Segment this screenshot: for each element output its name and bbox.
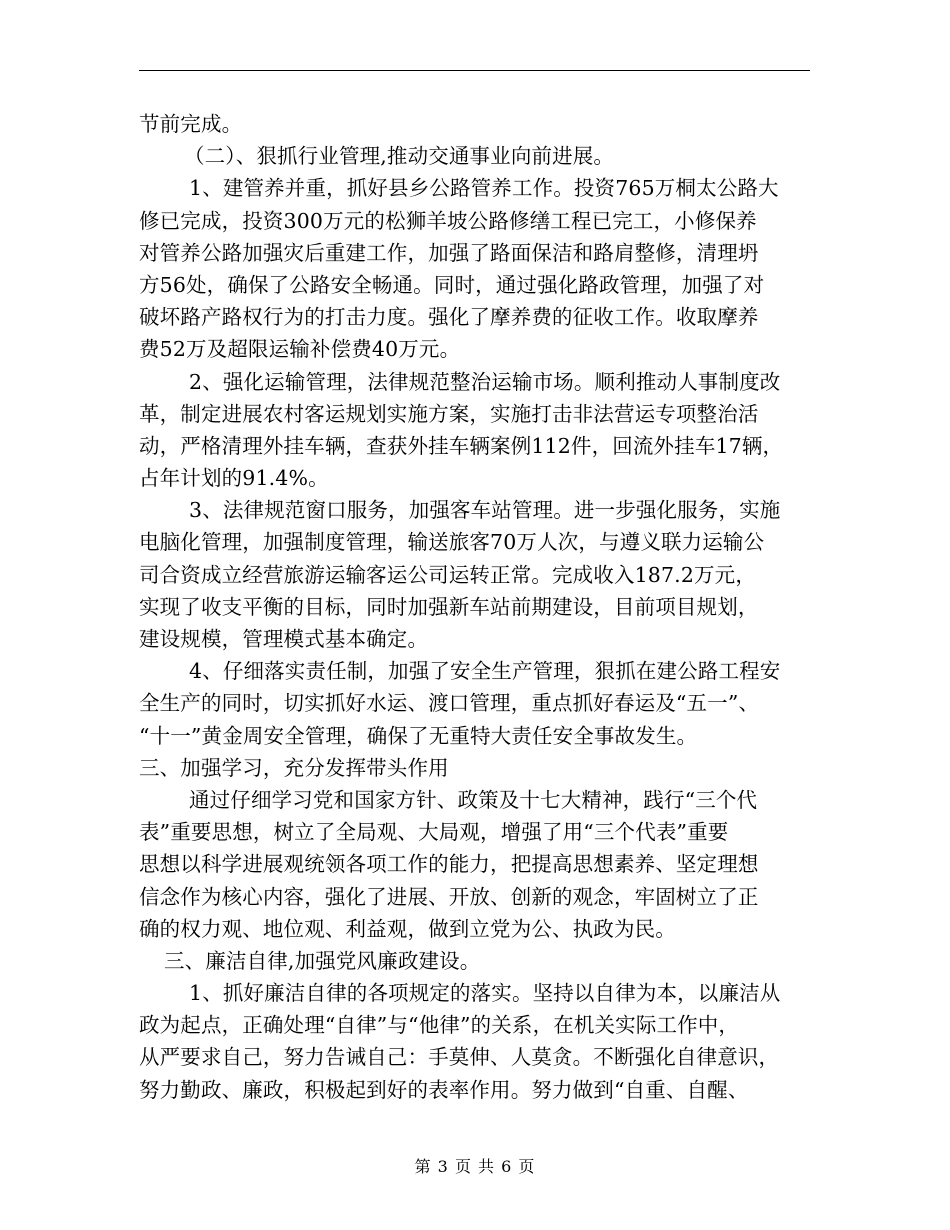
paragraph-line: 司合资成立经营旅游运输客运公司运转正常。完成收入187.2万元， [139, 562, 756, 587]
paragraph-line: 费52万及超限运输补偿费40万元。 [139, 337, 461, 362]
paragraph-line: 动，严格清理外挂车辆，查获外挂车辆案例112件，回流外挂车17辆， [139, 433, 784, 458]
paragraph-line: 1、建管养并重，抓好县乡公路管养工作。投资765万桐太公路大 [189, 176, 779, 201]
paragraph-line: 全生产的同时，切实抓好水运、渡口管理，重点抓好春运及“五一”、 [139, 691, 760, 716]
paragraph-line: “十一”黄金周安全管理，确保了无重特大责任安全事故发生。 [139, 723, 698, 748]
paragraph-line: 建设规模，管理模式基本确定。 [139, 627, 429, 651]
paragraph-line: 修已完成，投资300万元的松狮羊坡公路修缮工程已完工，小修保养 [139, 208, 757, 233]
section-heading: 三、廉洁自律,加强党风廉政建设。 [164, 948, 481, 973]
paragraph-line: 革，制定进展农村客运规划实施方案，实施打击非法营运专项整治活 [139, 401, 759, 426]
header-rule [139, 70, 810, 71]
section-heading: 三、加强学习，充分发挥带头作用 [139, 755, 449, 780]
paragraph-line: 占年计划的91.4%。 [139, 466, 329, 491]
paragraph-line: 节前完成。 [139, 112, 243, 136]
paragraph-line: 破坏路产路权行为的打击力度。强化了摩养费的征收工作。收取摩养 [139, 305, 759, 330]
paragraph-line: 政为起点，正确处理“自律”与“他律”的关系，在机关实际工作中， [139, 1013, 740, 1038]
paragraph-line: 信念作为核心内容，强化了进展、开放、创新的观念，牢固树立了正 [139, 884, 759, 909]
paragraph-line: 表”重要思想，树立了全局观、大局观，增强了用“三个代表”重要 [139, 820, 729, 845]
paragraph-line: 电脑化管理，加强制度管理，输送旅客70万人次，与遵义联力运输公 [139, 530, 765, 555]
paragraph-line: 思想以科学进展观统领各项工作的能力，把提高思想素养、坚定理想 [139, 852, 759, 877]
page-number-footer: 第 3 页 共 6 页 [414, 1157, 536, 1176]
section-heading: （二）、狠抓行业管理,推动交通事业向前进展。 [184, 144, 615, 169]
paragraph-line: 确的权力观、地位观、利益观，做到立党为公、执政为民。 [139, 916, 676, 941]
paragraph-line: 1、抓好廉洁自律的各项规定的落实。坚持以自律为本，以廉洁从 [189, 981, 781, 1006]
paragraph-line: 2、强化运输管理，法律规范整治运输市场。顺利推动人事制度改 [189, 369, 781, 394]
paragraph-line: 3、法律规范窗口服务，加强客车站管理。进一步强化服务，实施 [189, 498, 781, 523]
paragraph-line: 方56处，确保了公路安全畅通。同时，通过强化路政管理，加强了对 [139, 272, 765, 297]
document-body [139, 108, 819, 1106]
paragraph-line: 实现了收支平衡的目标，同时加强新车站前期建设，目前项目规划， [139, 594, 759, 619]
paragraph-line: 通过仔细学习党和国家方针、政策及十七大精神，践行“三个代 [189, 787, 758, 812]
paragraph-line: 从严要求自己，努力告诫自己：手莫伸、人莫贪。不断强化自律意识， [139, 1045, 780, 1070]
paragraph-line: 努力勤政、廉政，积极起到好的表率作用。努力做到“自重、自醒、 [139, 1077, 749, 1102]
paragraph-line: 4、仔细落实责任制，加强了安全生产管理，狠抓在建公路工程安 [189, 659, 781, 684]
paragraph-line: 对管养公路加强灾后重建工作，加强了路面保洁和路肩整修，清理坍 [139, 240, 759, 265]
